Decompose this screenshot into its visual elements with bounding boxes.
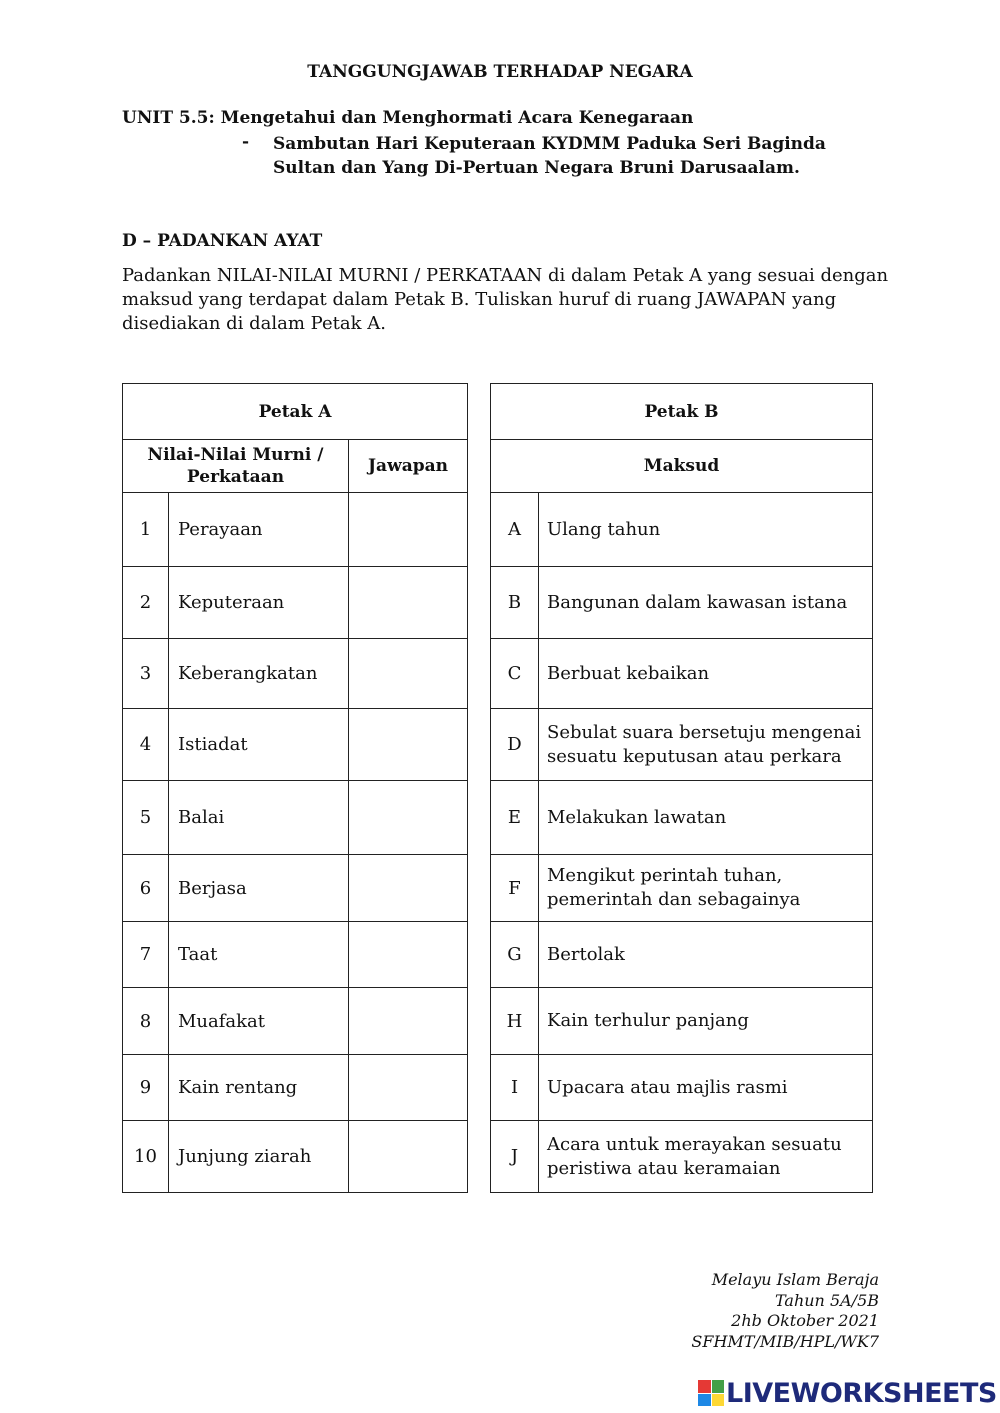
word-cell: Perayaan xyxy=(169,493,349,567)
answer-cell[interactable] xyxy=(349,781,468,855)
table-row xyxy=(123,781,468,855)
table-row xyxy=(123,493,468,567)
row-number: 2 xyxy=(123,567,169,639)
table-row xyxy=(491,1055,873,1121)
table-row xyxy=(123,988,468,1055)
footer-code: SFHMT/MIB/HPL/WK7 xyxy=(691,1331,879,1351)
table-row xyxy=(491,493,873,567)
meaning-cell: Acara untuk merayakan sesuatu peristiwa atau keramaian xyxy=(539,1121,873,1193)
column-header-answer: Jawapan xyxy=(349,440,468,493)
brand-name: LIVEWORKSHEETS xyxy=(726,1377,997,1409)
answer-cell[interactable] xyxy=(349,922,468,988)
letter-cell: J xyxy=(491,1121,539,1193)
letter-cell: B xyxy=(491,567,539,639)
table-row xyxy=(491,709,873,781)
word-cell: Taat xyxy=(169,922,349,988)
table-row xyxy=(123,1055,468,1121)
letter-cell: I xyxy=(491,1055,539,1121)
word-cell: Istiadat xyxy=(169,709,349,781)
footer-info xyxy=(691,1270,879,1352)
word-cell: Junjung ziarah xyxy=(169,1121,349,1193)
unit-dash: - xyxy=(242,132,250,152)
column-header-meaning: Maksud xyxy=(491,440,873,493)
word-cell: Muafakat xyxy=(169,988,349,1055)
row-number: 4 xyxy=(123,709,169,781)
meaning-cell: Melakukan lawatan xyxy=(539,781,873,855)
letter-cell: D xyxy=(491,709,539,781)
letter-cell: H xyxy=(491,988,539,1055)
meaning-cell: Bangunan dalam kawasan istana xyxy=(539,567,873,639)
meaning-cell: Sebulat suara bersetuju mengenai sesuatu keputusan atau perkara xyxy=(539,709,873,781)
table-row xyxy=(123,855,468,922)
answer-cell[interactable] xyxy=(349,988,468,1055)
column-header-word: Nilai-Nilai Murni / Perkataan xyxy=(123,440,349,493)
answer-cell[interactable] xyxy=(349,1121,468,1193)
table-row xyxy=(491,639,873,709)
unit-subtitle: Sambutan Hari Keputeraan KYDMM Paduka Seri Baginda Sultan dan Yang Di-Pertuan Negara Bruni Darusaalam. xyxy=(273,134,826,178)
petak-b-body xyxy=(491,493,873,1193)
table-row xyxy=(123,639,468,709)
row-number: 5 xyxy=(123,781,169,855)
table-row xyxy=(491,855,873,922)
table-row xyxy=(491,1121,873,1193)
letter-cell: G xyxy=(491,922,539,988)
section-heading: D – PADANKAN AYAT xyxy=(122,231,323,251)
word-cell: Keberangkatan xyxy=(169,639,349,709)
table-row xyxy=(491,781,873,855)
row-number: 6 xyxy=(123,855,169,922)
instructions: Padankan NILAI-NILAI MURNI / PERKATAAN di dalam Petak A yang sesuai dengan maksud yang terdapat dalam Petak B. Tuliskan huruf di ruang JAWAPAN yang disediakan di dalam Petak A. xyxy=(122,265,889,334)
petak-b-title: Petak B xyxy=(491,384,873,440)
letter-cell: F xyxy=(491,855,539,922)
meaning-cell: Upacara atau majlis rasmi xyxy=(539,1055,873,1121)
letter-cell: C xyxy=(491,639,539,709)
row-number: 9 xyxy=(123,1055,169,1121)
petak-a-title: Petak A xyxy=(123,384,468,440)
meaning-cell: Berbuat kebaikan xyxy=(539,639,873,709)
answer-cell[interactable] xyxy=(349,639,468,709)
footer-subject: Melayu Islam Beraja xyxy=(711,1270,879,1289)
footer-date: 2hb Oktober 2021 xyxy=(731,1311,879,1330)
table-row xyxy=(491,988,873,1055)
answer-cell[interactable] xyxy=(349,709,468,781)
meaning-cell: Ulang tahun xyxy=(539,493,873,567)
answer-cell[interactable] xyxy=(349,493,468,567)
table-row xyxy=(123,709,468,781)
answer-cell[interactable] xyxy=(349,1055,468,1121)
meaning-cell: Mengikut perintah tuhan, pemerintah dan sebagainya xyxy=(539,855,873,922)
liveworksheets-brand xyxy=(698,1378,997,1408)
liveworksheets-logo-icon xyxy=(698,1380,724,1406)
unit-heading: UNIT 5.5: Mengetahui dan Menghormati Acara Kenegaraan xyxy=(122,108,694,128)
logo-square xyxy=(712,1394,725,1407)
row-number: 7 xyxy=(123,922,169,988)
word-cell: Berjasa xyxy=(169,855,349,922)
petak-a-table xyxy=(122,383,468,1193)
petak-b-table xyxy=(490,383,873,1193)
logo-square xyxy=(698,1394,711,1407)
table-row xyxy=(491,922,873,988)
logo-square xyxy=(712,1380,725,1393)
row-number: 10 xyxy=(123,1121,169,1193)
row-number: 8 xyxy=(123,988,169,1055)
answer-cell[interactable] xyxy=(349,855,468,922)
table-row xyxy=(123,1121,468,1193)
word-cell: Keputeraan xyxy=(169,567,349,639)
table-row xyxy=(123,567,468,639)
word-cell: Kain rentang xyxy=(169,1055,349,1121)
petak-a-body xyxy=(123,493,468,1193)
logo-square xyxy=(698,1380,711,1393)
word-cell: Balai xyxy=(169,781,349,855)
table-row xyxy=(491,567,873,639)
letter-cell: A xyxy=(491,493,539,567)
footer-class: Tahun 5A/5B xyxy=(774,1290,879,1310)
meaning-cell: Bertolak xyxy=(539,922,873,988)
meaning-cell: Kain terhulur panjang xyxy=(539,988,873,1055)
answer-cell[interactable] xyxy=(349,567,468,639)
row-number: 3 xyxy=(123,639,169,709)
document-title: TANGGUNGJAWAB TERHADAP NEGARA xyxy=(307,62,693,82)
table-row xyxy=(123,922,468,988)
row-number: 1 xyxy=(123,493,169,567)
letter-cell: E xyxy=(491,781,539,855)
